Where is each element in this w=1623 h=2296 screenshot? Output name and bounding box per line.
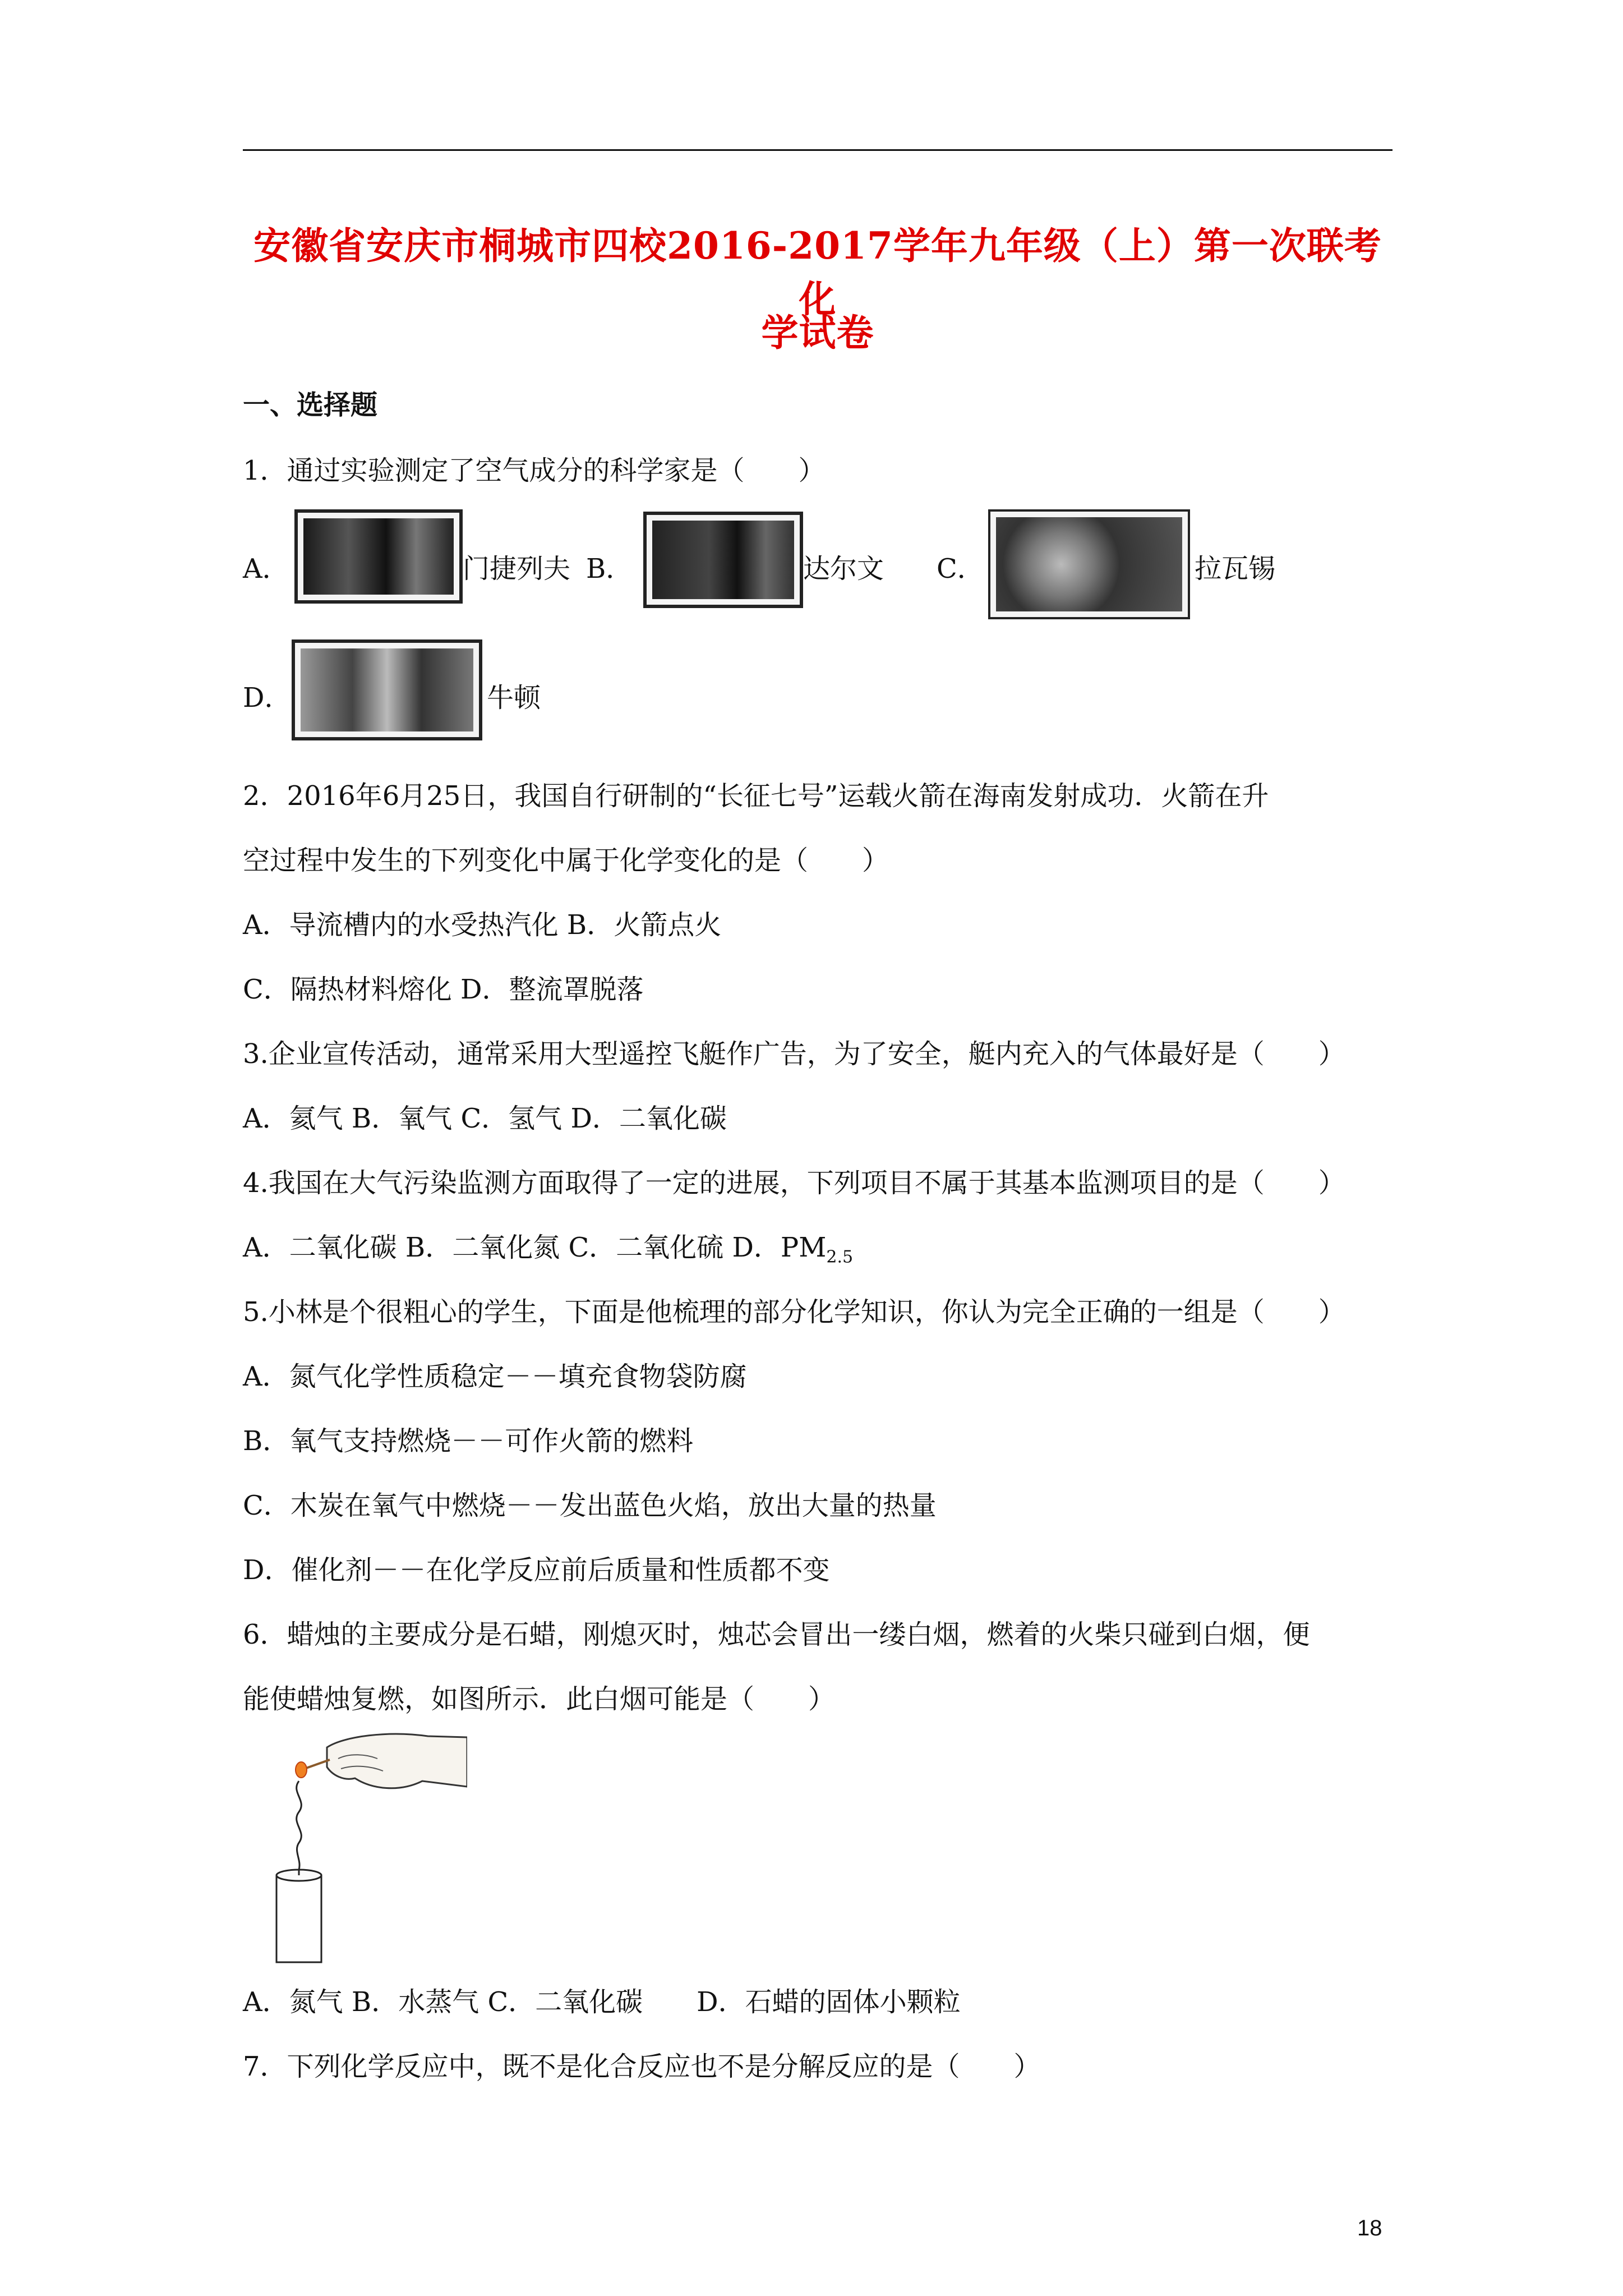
page-title-line2: 学试卷 xyxy=(761,311,874,355)
q1-option-b-prefix: B． xyxy=(586,553,633,585)
stamp-image-c xyxy=(988,509,1190,619)
q5-option-d: D．催化剂－－在化学反应前后质量和性质都不变 xyxy=(243,1554,830,1586)
q1-option-c-name: 拉瓦锡 xyxy=(1195,553,1276,585)
q4-options xyxy=(243,1226,853,1267)
q1-stem: 1．通过实验测定了空气成分的科学家是（ ） xyxy=(243,455,826,486)
q5-stem: 5.小林是个很粗心的学生，下面是他梳理的部分化学知识，你认为完全正确的一组是（ ） xyxy=(243,1296,1345,1328)
q1-option-b-name: 达尔文 xyxy=(803,553,884,585)
q1-option-c-prefix: C． xyxy=(937,553,984,585)
pm-subscript: 2.5 xyxy=(826,1247,854,1267)
page-number: 18 xyxy=(1357,2216,1382,2240)
q1-option-a-name: 门捷列夫 xyxy=(463,553,571,585)
q1-option-a-prefix: A． xyxy=(243,553,289,585)
q3-stem: 3.企业宣传活动，通常采用大型遥控飞艇作广告，为了安全，艇内充入的气体最好是（ ） xyxy=(243,1038,1345,1070)
q4-stem: 4.我国在大气污染监测方面取得了一定的进展，下列项目不属于其基本监测项目的是（ ） xyxy=(243,1167,1345,1199)
page-title-line1: 安徽省安庆市桐城市四校2016-2017学年九年级（上）第一次联考化 xyxy=(253,224,1382,321)
match-stick xyxy=(305,1760,330,1769)
q5-option-b: B．氧气支持燃烧－－可作火箭的燃料 xyxy=(243,1425,694,1457)
section-heading: 一、选择题 xyxy=(243,389,378,421)
q6-stem-line2: 能使蜡烛复燃，如图所示．此白烟可能是（ ） xyxy=(243,1683,836,1715)
q5-option-a: A．氮气化学性质稳定－－填充食物袋防腐 xyxy=(243,1361,747,1392)
q2-options-line2: C．隔热材料熔化 D．整流罩脱落 xyxy=(243,974,644,1005)
q2-options-line1: A．导流槽内的水受热汽化 B．火箭点火 xyxy=(243,909,722,941)
candle-match-figure xyxy=(243,1725,467,1966)
smoke-wisp xyxy=(297,1781,302,1870)
q1-option-d-prefix: D． xyxy=(243,682,292,714)
header-rule xyxy=(243,149,1393,151)
q1-option-d-name: 牛顿 xyxy=(487,682,541,714)
stamp-image-a xyxy=(294,509,463,604)
q2-stem-line1: 2．2016年6月25日，我国自行研制的“长征七号”运载火箭在海南发射成功．火箭在升 xyxy=(243,780,1269,812)
q2-stem-line2: 空过程中发生的下列变化中属于化学变化的是（ ） xyxy=(243,845,889,876)
q7-stem: 7．下列化学反应中，既不是化合反应也不是分解反应的是（ ） xyxy=(243,2051,1041,2082)
flame-icon xyxy=(296,1762,307,1778)
q3-options: A．氦气 B．氧气 C．氢气 D．二氧化碳 xyxy=(243,1103,727,1134)
q6-options: A．氮气 B．水蒸气 C．二氧化碳 D．石蜡的固体小颗粒 xyxy=(243,1986,961,2018)
q6-stem-line1: 6．蜡烛的主要成分是石蜡，刚熄灭时，烛芯会冒出一缕白烟，燃着的火柴只碰到白烟，便 xyxy=(243,1619,1310,1650)
q4-options-text: A．二氧化碳 B．二氧化氮 C．二氧化硫 D．PM xyxy=(243,1232,827,1263)
hand-shape xyxy=(327,1734,467,1788)
candle-body xyxy=(276,1875,321,1962)
stamp-image-b xyxy=(643,512,803,608)
stamp-image-d xyxy=(292,639,482,740)
q5-option-c: C．木炭在氧气中燃烧－－发出蓝色火焰，放出大量的热量 xyxy=(243,1490,937,1521)
